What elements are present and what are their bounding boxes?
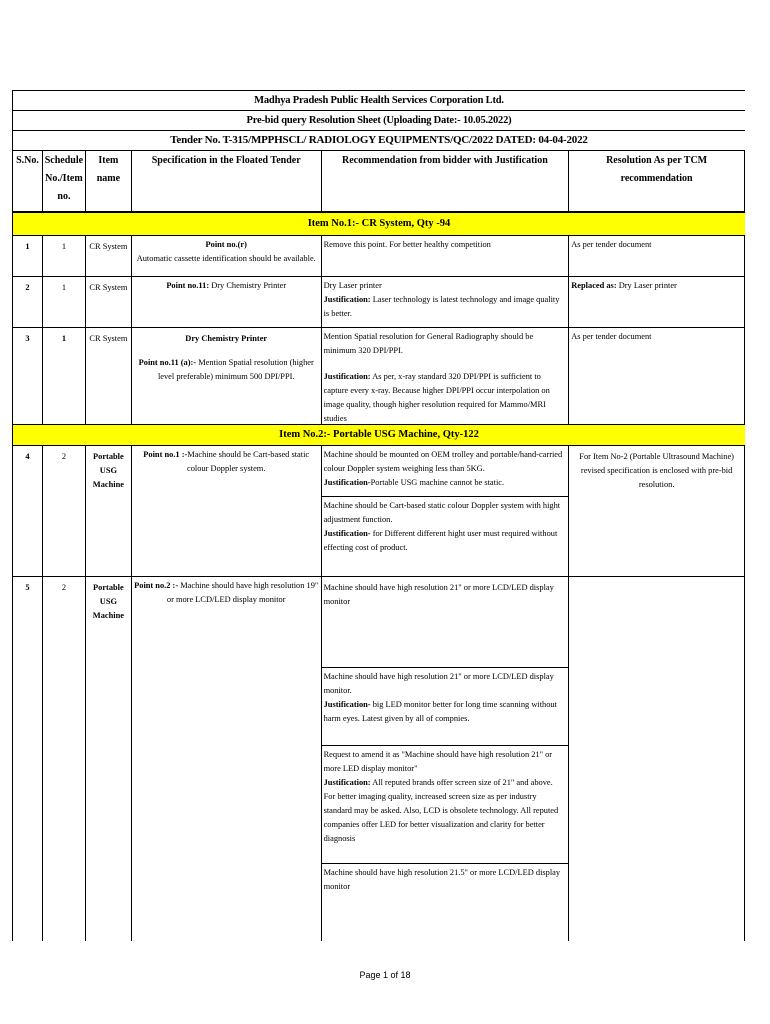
spec-text: Machine should be Cart-based static colour Doppler system. — [187, 450, 310, 473]
row-resolution: As per tender document — [569, 236, 745, 276]
row-schedule: 2 — [43, 577, 86, 941]
spec-point: Point no.(r) — [205, 240, 247, 249]
justification-label: Justification- — [323, 478, 371, 487]
row-recommendation — [322, 577, 570, 941]
item-banner: Item No.2:- Portable USG Machine, Qty-122 — [12, 425, 745, 446]
spec-point: Point no.11 (a):- — [138, 358, 197, 367]
rec-text: Machine should have high resolution 21.5" or more LCD/LED display monitor — [322, 863, 569, 896]
row-resolution — [569, 277, 745, 327]
page-number: Page 1 of 18 — [359, 970, 411, 980]
row-spec — [132, 577, 322, 941]
col-resolution: Resolution As per TCM recommendation — [569, 151, 745, 211]
col-sno: S.No. — [13, 151, 43, 211]
spec-point: Point no.1 :- — [143, 450, 188, 459]
justification-text: for Different different hight user must required without effecting cost of product. — [323, 529, 558, 552]
org-title: Madhya Pradesh Public Health Services Corporation Ltd. — [12, 90, 745, 111]
row-recommendation — [322, 446, 570, 576]
spec-text: Mention Spatial resolution (higher level preferable) minimum 500 DPI/PPI. — [157, 358, 314, 381]
rec-text: Machine should be Cart-based static colour Doppler system with hight adjustment function. — [323, 501, 561, 524]
row-sno: 4 — [13, 446, 43, 576]
row-sno: 2 — [13, 277, 43, 327]
table-row — [12, 277, 745, 328]
table-row — [12, 328, 745, 425]
row-sno: 5 — [13, 577, 43, 941]
justification-label: Justification: — [323, 372, 371, 381]
row-recommendation — [322, 277, 570, 327]
row-spec — [132, 446, 322, 576]
row-schedule: 2 — [43, 446, 86, 576]
col-item-name: Item name — [86, 151, 132, 211]
table-row — [12, 576, 745, 941]
row-item: CR System — [86, 328, 132, 424]
spec-point: Point no.2 :- — [134, 581, 179, 590]
justification-label: Justification: — [323, 778, 371, 787]
rec-text: Request to amend it as "Machine should have high resolution 21" or more LED display monitor" — [323, 750, 553, 773]
justification-text: Laser technology is latest technology and image quality is better. — [323, 295, 560, 318]
row-resolution — [569, 577, 745, 941]
spec-text: Machine should have high resolution 19" or more LCD/LED display monitor — [166, 581, 319, 604]
table-row — [12, 446, 745, 576]
resolution-label: Replaced as: — [571, 281, 617, 290]
justification-label: Justification: — [323, 295, 371, 304]
rec-text: Machine should be mounted on OEM trolley and portable/hand-carried colour Doppler system weighing less than 5KG. — [323, 450, 563, 473]
justification-text: Portable USG machine cannot be static. — [370, 478, 505, 487]
row-item: CR System — [86, 236, 132, 276]
spec-text: Dry Chemistry Printer — [211, 281, 287, 290]
sheet-title: Pre-bid query Resolution Sheet (Uploading Date:- 10.05.2022) — [12, 111, 745, 131]
row-recommendation — [322, 328, 570, 424]
col-recommendation: Recommendation from bidder with Justification — [322, 151, 570, 211]
row-schedule: 1 — [43, 328, 86, 424]
row-sno: 1 — [13, 236, 43, 276]
spec-text: Automatic cassette identification should be available. — [136, 254, 316, 263]
row-recommendation: Remove this point. For better healthy competition — [322, 236, 570, 276]
col-schedule: Schedule No./Item no. — [43, 151, 86, 211]
row-spec — [132, 277, 322, 327]
spec-point: Point no.11: — [166, 281, 210, 290]
justification-label: Justification- — [323, 700, 371, 709]
rec-text: Machine should have high resolution 21" or more LCD/LED display monitor. — [323, 672, 554, 695]
justification-text: big LED monitor better for long time scanning without harm eyes. Latest given by all of compnies. — [323, 700, 557, 723]
row-resolution: As per tender document — [569, 328, 745, 424]
row-schedule: 1 — [43, 236, 86, 276]
col-spec: Specification in the Floated Tender — [132, 151, 322, 211]
spec-title: Dry Chemistry Printer — [185, 334, 268, 343]
table-row — [12, 236, 745, 277]
column-headers — [12, 150, 745, 212]
row-sno: 3 — [13, 328, 43, 424]
row-spec — [132, 328, 322, 424]
rec-text: Machine should have high resolution 21" or more LCD/LED display monitor — [323, 583, 554, 606]
rec-text: Mention Spatial resolution for General Radiography should be minimum 320 DPI/PPI. — [323, 332, 534, 355]
justification-text: As per, x-ray standard 320 DPI/PPI is sufficient to capture every x-ray. Because higher DPI/PPI occur interpolation on image quality, though higher resolution required for Mammo/MRI studies — [323, 372, 550, 423]
row-item: Portable USG Machine — [86, 446, 132, 576]
rec-text: Dry Laser printer — [323, 281, 382, 290]
resolution-sheet — [12, 90, 745, 941]
row-spec — [132, 236, 322, 276]
justification-label: Justification- — [323, 529, 371, 538]
row-item: CR System — [86, 277, 132, 327]
row-resolution: For Item No-2 (Portable Ultrasound Machine) revised specification is enclosed with pre-bid resolution. — [569, 446, 745, 576]
row-schedule: 1 — [43, 277, 86, 327]
resolution-text: Dry Laser printer — [618, 281, 677, 290]
item-banner: Item No.1:- CR System, Qty -94 — [12, 212, 745, 236]
justification-text: All reputed brands offer screen size of 21" and above. For better imaging quality, increased screen size as per industry standard may be asked. Also, LCD is obsolete technology. All reputed companies offer LED for better visualization and clarity for better diagnosis — [323, 778, 559, 843]
tender-title: Tender No. T-315/MPPHSCL/ RADIOLOGY EQUIPMENTS/QC/2022 DATED: 04-04-2022 — [12, 131, 745, 150]
row-item: Portable USG Machine — [86, 577, 132, 941]
